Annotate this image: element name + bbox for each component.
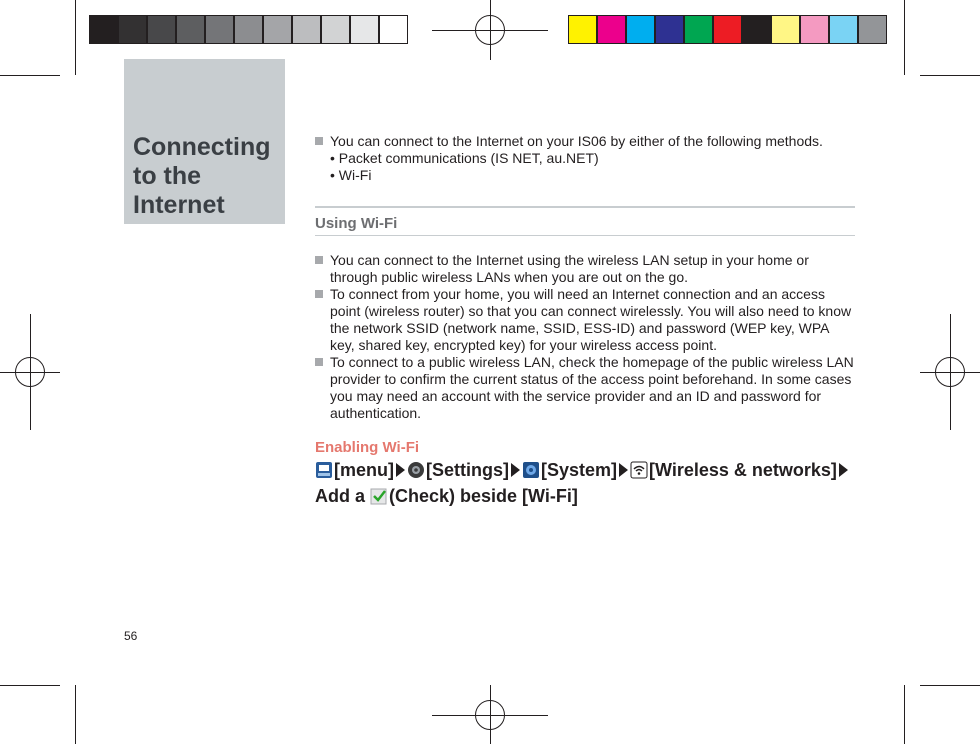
color-swatch xyxy=(379,15,408,44)
color-swatch xyxy=(742,15,771,44)
section-bullets xyxy=(315,252,855,422)
method-item: • Packet communications (IS NET, au.NET) xyxy=(330,150,599,166)
color-swatch xyxy=(568,15,597,44)
color-swatch xyxy=(176,15,205,44)
color-swatch xyxy=(684,15,713,44)
method-item: • Wi-Fi xyxy=(330,167,372,183)
color-swatch xyxy=(829,15,858,44)
color-swatch xyxy=(655,15,684,44)
intro-text: You can connect to the Internet on your IS06 by either of the following methods. xyxy=(330,133,823,149)
settings-step: [Settings] xyxy=(426,460,509,480)
list-item: You can connect to the Internet using the wireless LAN setup in your home or through public wireless LANs when you are out on the go. xyxy=(315,252,855,286)
crop-mark xyxy=(904,0,905,75)
color-swatch xyxy=(597,15,626,44)
crop-mark xyxy=(0,75,60,76)
chapter-title: Connecting to the Internet xyxy=(133,133,271,219)
color-swatch xyxy=(771,15,800,44)
color-swatch xyxy=(89,15,118,44)
arrow-right-icon xyxy=(619,463,628,477)
color-swatch xyxy=(626,15,655,44)
arrow-right-icon xyxy=(839,463,848,477)
system-icon xyxy=(522,461,540,479)
color-swatch xyxy=(147,15,176,44)
menu-step: [menu] xyxy=(334,460,394,480)
crop-mark xyxy=(904,685,905,744)
list-item: To connect from your home, you will need an Internet connection and an access point (wireless router) so that you can connect wirelessly. You will also need to know the network SSID (network name, SSID, ESS-ID) and password (WEP key, WPA key, shared key, encrypted key) for your wireless access point. xyxy=(315,286,855,354)
crop-mark xyxy=(75,0,76,75)
system-step: [System] xyxy=(541,460,618,480)
section-heading: Using Wi-Fi xyxy=(315,206,855,236)
color-swatch xyxy=(321,15,350,44)
subsection-heading: Enabling Wi-Fi xyxy=(315,439,420,456)
check-step: (Check) beside [Wi-Fi] xyxy=(389,486,578,506)
check-icon xyxy=(370,487,388,505)
color-swatch xyxy=(234,15,263,44)
grayscale-bar xyxy=(89,15,408,45)
instruction-steps xyxy=(315,457,855,509)
crop-mark xyxy=(920,75,980,76)
color-swatch xyxy=(800,15,829,44)
arrow-right-icon xyxy=(511,463,520,477)
settings-icon xyxy=(407,461,425,479)
crop-mark xyxy=(920,685,980,686)
color-swatch xyxy=(263,15,292,44)
color-swatch xyxy=(292,15,321,44)
color-bar xyxy=(568,15,887,45)
wireless-icon xyxy=(630,461,648,479)
color-swatch xyxy=(858,15,887,44)
arrow-right-icon xyxy=(396,463,405,477)
list-item: To connect to a public wireless LAN, check the homepage of the public wireless LAN provider to confirm the current status of the access point beforehand. In some cases you may need an account with the service provider and an ID and password for authentication. xyxy=(315,354,855,422)
menu-icon xyxy=(315,461,333,479)
wireless-step: [Wireless & networks] xyxy=(649,460,837,480)
intro-bullet xyxy=(315,133,855,150)
sidebar-heading-box xyxy=(124,59,285,224)
color-swatch xyxy=(350,15,379,44)
page-number: 56 xyxy=(124,629,138,643)
color-swatch xyxy=(118,15,147,44)
crop-mark xyxy=(75,685,76,744)
color-swatch xyxy=(713,15,742,44)
color-swatch xyxy=(205,15,234,44)
main-content xyxy=(315,133,855,509)
add-step: Add a xyxy=(315,486,371,506)
crop-mark xyxy=(0,685,60,686)
